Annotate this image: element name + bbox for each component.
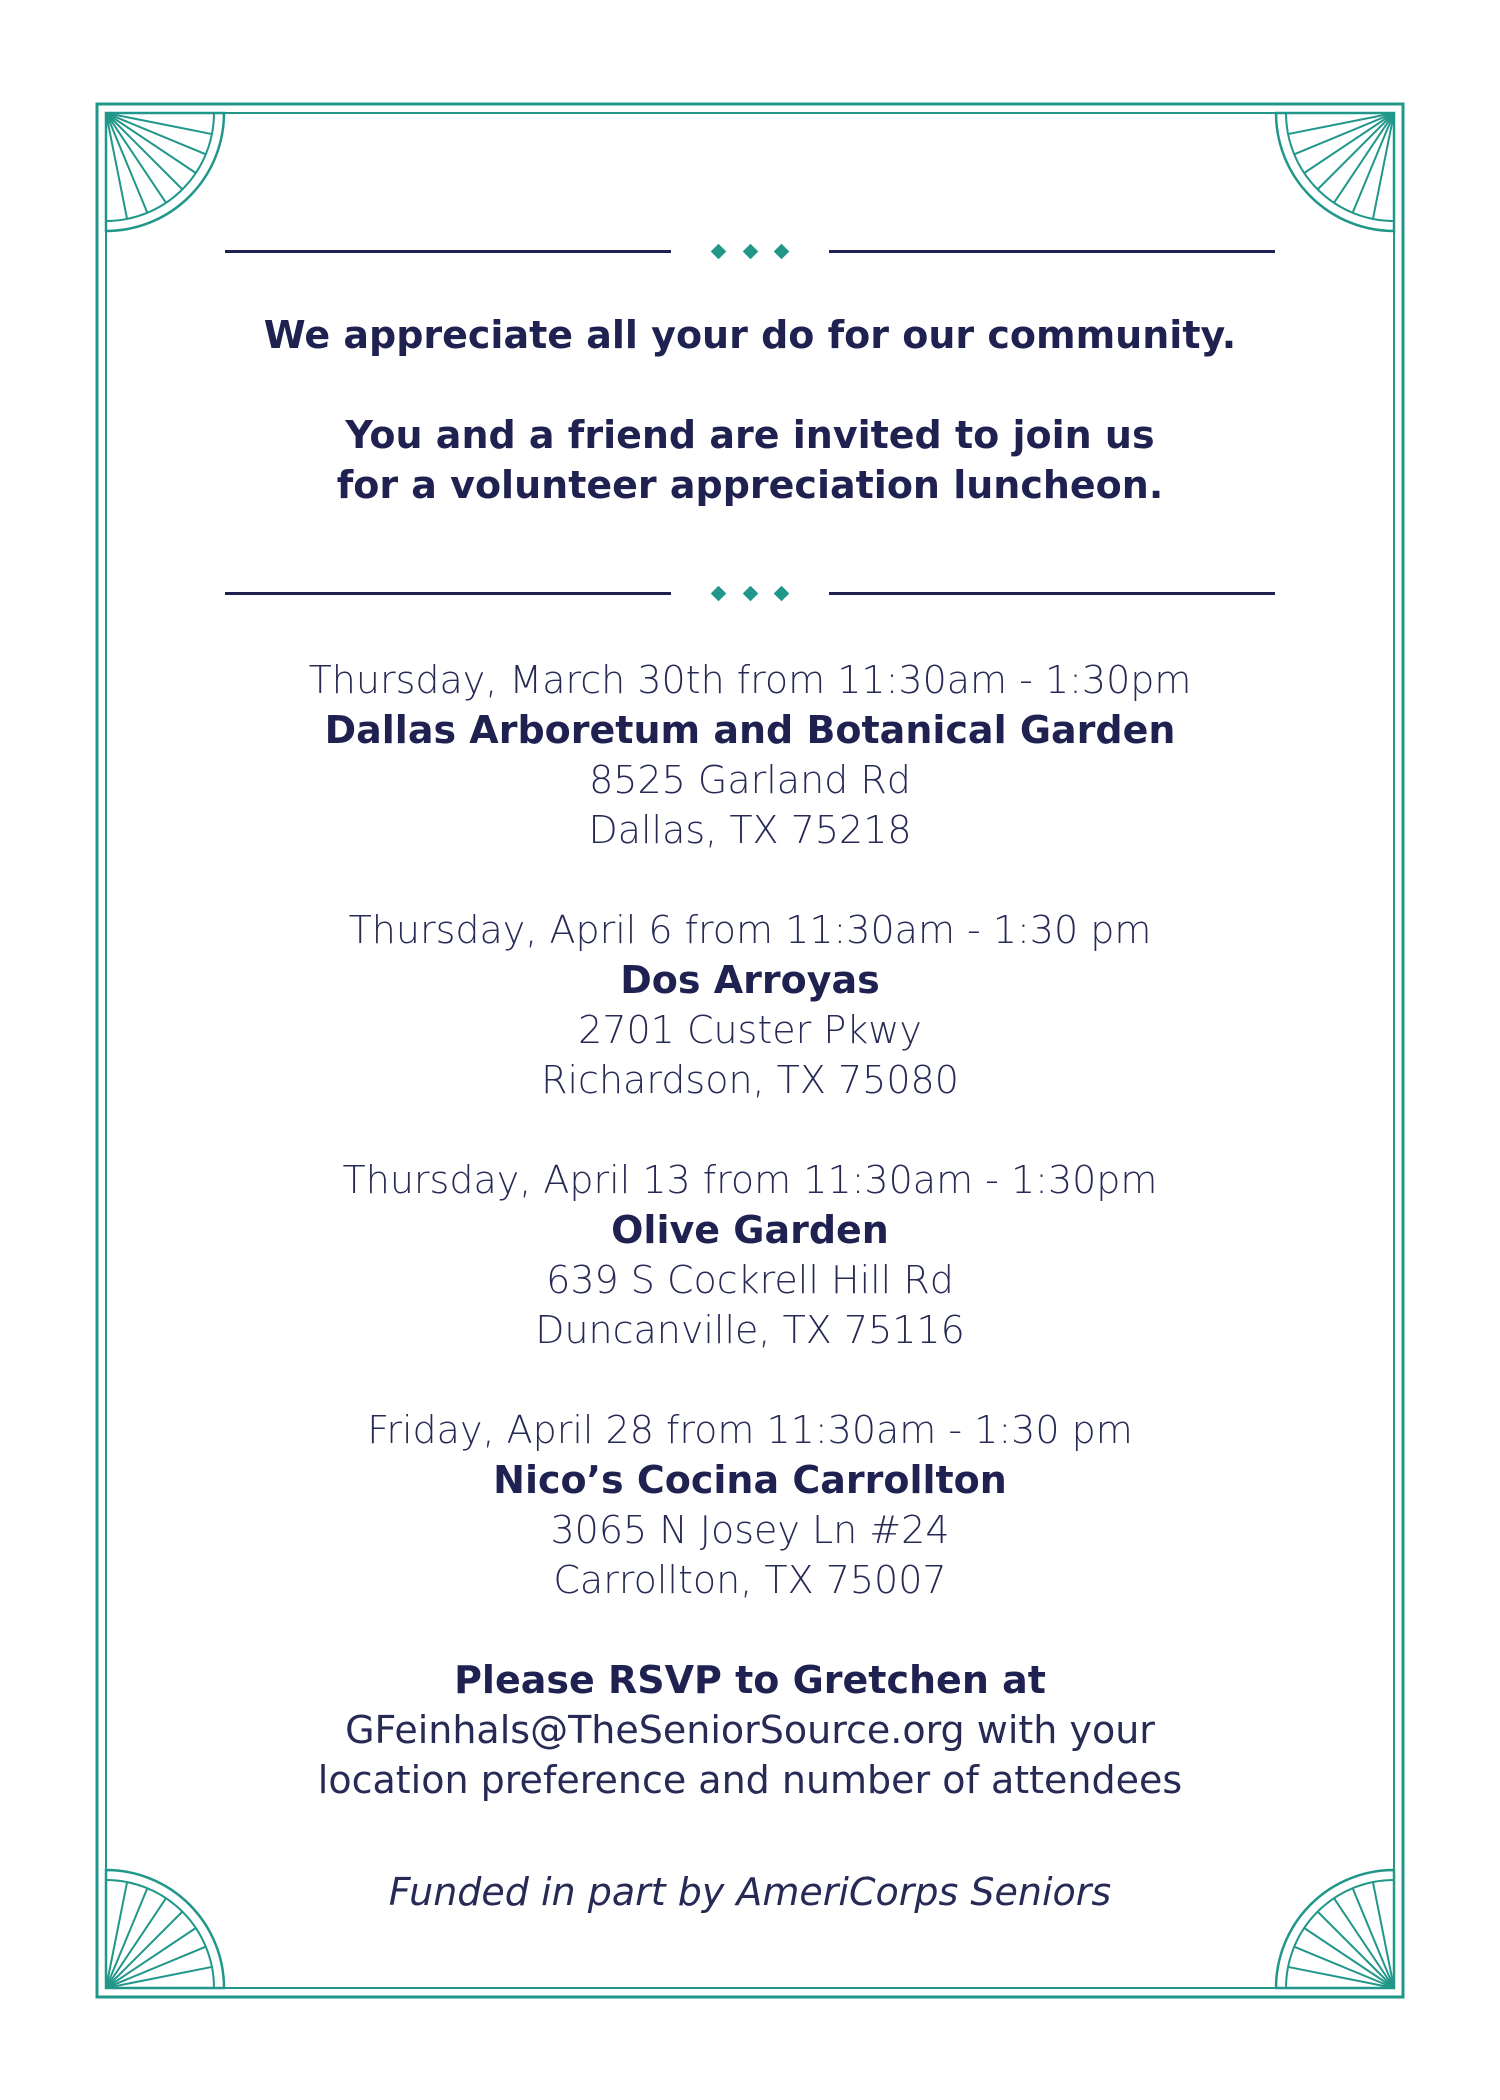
corner-fan-top-left (106, 113, 224, 231)
event-address-city: Carrollton, TX 75007 (553, 1558, 947, 1602)
event-item (150, 905, 1350, 1105)
event-venue: Olive Garden (611, 1208, 889, 1252)
divider-line (829, 592, 1275, 595)
rsvp-section (150, 1655, 1350, 1805)
rsvp-email-line: GFeinhals@TheSeniorSource.org with your (345, 1708, 1155, 1752)
divider-line (829, 250, 1275, 253)
event-item (150, 1155, 1350, 1355)
event-item (150, 1405, 1350, 1605)
event-address-city: Duncanville, TX 75116 (535, 1308, 965, 1352)
divider-line (225, 592, 671, 595)
event-address-city: Dallas, TX 75218 (588, 808, 912, 852)
divider-line (225, 250, 671, 253)
event-address-street: 3065 N Josey Ln #24 (550, 1508, 950, 1552)
middle-divider (225, 583, 1275, 603)
event-venue: Nico’s Cocina Carrollton (493, 1458, 1007, 1502)
event-venue: Dos Arroyas (620, 958, 880, 1002)
event-item (150, 655, 1350, 855)
event-datetime: Thursday, April 13 from 11:30am - 1:30pm (342, 1158, 1158, 1202)
corner-fan-top-right (1276, 113, 1394, 231)
diamond-icon (742, 243, 758, 259)
rsvp-heading: Please RSVP to Gretchen at (454, 1658, 1046, 1702)
diamond-icon (711, 585, 727, 601)
invite-line-1: You and a friend are invited to join us (345, 413, 1155, 457)
diamond-icon (742, 585, 758, 601)
diamond-icon (774, 243, 790, 259)
event-address-street: 2701 Custer Pkwy (578, 1008, 922, 1052)
event-address-street: 639 S Cockrell Hill Rd (546, 1258, 954, 1302)
event-list (150, 655, 1350, 1655)
intro-appreciation (150, 310, 1350, 360)
event-venue: Dallas Arboretum and Botanical Garden (324, 708, 1176, 752)
event-address-city: Richardson, TX 75080 (541, 1058, 959, 1102)
diamond-icon (774, 585, 790, 601)
diamond-ornament (711, 583, 789, 603)
event-datetime: Thursday, March 30th from 11:30am - 1:30pm (308, 658, 1192, 702)
funding-note: Funded in part by AmeriCorps Seniors (388, 1870, 1112, 1914)
diamond-ornament (711, 241, 789, 261)
rsvp-instructions: location preference and number of attendees (317, 1758, 1183, 1802)
invite-line-2: for a volunteer appreciation luncheon. (336, 463, 1164, 507)
appreciation-text: We appreciate all your do for our community. (263, 313, 1237, 357)
event-datetime: Thursday, April 6 from 11:30am - 1:30 pm (348, 908, 1152, 952)
intro-invitation (150, 410, 1350, 510)
event-datetime: Friday, April 28 from 11:30am - 1:30 pm (367, 1408, 1133, 1452)
event-address-street: 8525 Garland Rd (589, 758, 911, 802)
diamond-icon (711, 243, 727, 259)
top-divider (225, 241, 1275, 261)
